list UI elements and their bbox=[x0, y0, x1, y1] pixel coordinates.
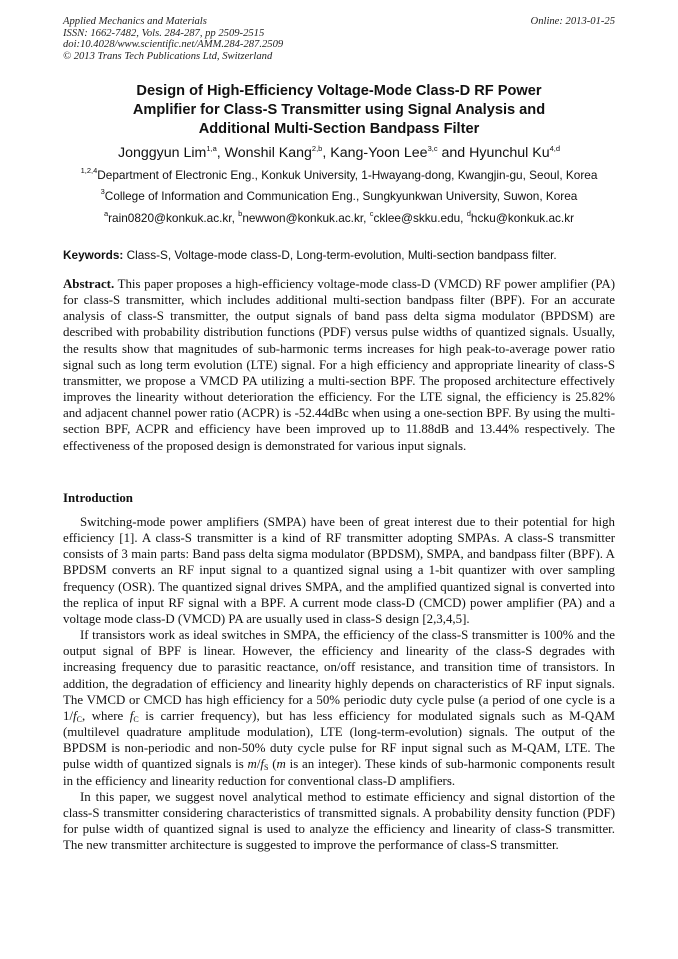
email-marker: d bbox=[466, 209, 471, 218]
abstract bbox=[63, 276, 615, 454]
paragraph: Switching-mode power amplifiers (SMPA) have been of great interest due to their potential for high efficiency [1]. A class-S transmitter is a kind of RF transmitter adopting SMPAs. A class-S transmitter consists of 3 main parts: Band pass delta sigma modulator (BPDSM), SMPA, and bandpass filter (BPF). A BPDSM converts an RF input signal to a quantized signal using a 1-bit quantizer with over sampling frequency (OSR). The quantized signal drives SMPA, and the amplified quantized signal is converted into the replica of input RF signal with a BPF. A current mode class-D (CMCD) power amplifier (PA) and a voltage mode class-D (VMCD) PA are usually used in class-S design [2,3,4,5]. bbox=[63, 515, 615, 626]
affiliation-marker: 1,2,4 bbox=[80, 166, 98, 175]
author-affiliation-marker: 4,d bbox=[549, 144, 561, 153]
introduction-body bbox=[63, 514, 615, 853]
journal-issn: ISSN: 1662-7482, Vols. 284-287, pp 2509-2515 bbox=[63, 27, 265, 39]
journal-copyright: © 2013 Trans Tech Publications Ltd, Switzerland bbox=[63, 50, 273, 62]
title-line: Amplifier for Class-S Transmitter using Signal Analysis and bbox=[132, 102, 546, 118]
journal-header bbox=[63, 16, 283, 62]
author-name: Wonshil Kang bbox=[224, 145, 312, 161]
online-date: Online: 2013-01-25 bbox=[530, 16, 615, 27]
email-marker: a bbox=[103, 209, 109, 218]
author-affiliation-marker: 2,b bbox=[311, 144, 323, 153]
keywords-text: Class-S, Voltage-mode class-D, Long-term-evolution, Multi-section bandpass filter. bbox=[123, 248, 557, 262]
author-emails bbox=[40, 211, 638, 226]
email-marker: b bbox=[238, 209, 243, 218]
author-name: Kang-Yoon Lee bbox=[330, 145, 428, 161]
author-list bbox=[40, 144, 638, 162]
author-affiliation-marker: 1,a bbox=[206, 144, 217, 153]
paragraph: In this paper, we suggest novel analytical method to estimate efficiency and signal distortion of the class-S transmitter considering characteristics of transmitted signals. A probability density function (PDF) for pulse width of quantized signal is used to analyze the efficiency and linearity of class-S transmitter. The new transmitter architecture is suggested to improve the performance of class-S transmitter. bbox=[63, 789, 615, 853]
email-address: rain0820@konkuk.ac.kr, bbox=[108, 211, 239, 225]
section-heading-introduction: Introduction bbox=[63, 491, 133, 505]
paragraph: If transistors work as ideal switches in SMPA, the efficiency of the class-S transmitter is 100% and the output signal of BPF is linear. However, the efficiency and linearity of the class-S degrades with increasing frequency due to parasitic reactance, on/off resistance, and transition time of transistors. In addition, the degradation of efficiency and linearity highly depends on characteristics of RF input signals. The VMCD or CMCD has high efficiency for a 50% periodic duty cycle pulse (a period of one cycle is a $1/f_C$, where $f_C$ is carrier frequency), but has less efficiency for modulated signals such as M-QAM (multilevel quadrature amplitude modulation), LTE (long-term-evolution) signals. The output of the BPDSM is non-periodic and non-50% duty cycle pulse for RF input signal such as M-QAM, LTE. The pulse width of quantized signals is $m/f_S$ (m is an integer). These kinds of sub-harmonic components result in the efficiency and linearity reduction for conventional class-D amplifiers. bbox=[63, 628, 615, 788]
email-address: newwon@konkuk.ac.kr, bbox=[242, 211, 370, 225]
title-line: Additional Multi-Section Bandpass Filter bbox=[198, 121, 480, 137]
abstract-label: Abstract. bbox=[63, 277, 115, 291]
journal-name: Applied Mechanics and Materials bbox=[63, 16, 207, 27]
author-affiliation-marker: 3,c bbox=[427, 144, 438, 153]
affiliation-text: College of Information and Communication Eng., Sungkyunkwan University, Suwon, Korea bbox=[104, 189, 578, 203]
email-address: cklee@skku.edu, bbox=[373, 211, 467, 225]
author-name: Hyunchul Ku bbox=[469, 145, 550, 161]
email-marker: c bbox=[369, 209, 374, 218]
author-separator: , bbox=[322, 145, 331, 161]
affiliation bbox=[40, 189, 638, 204]
author-separator: , bbox=[216, 145, 225, 161]
author-name: Jonggyun Lim bbox=[117, 145, 207, 161]
journal-doi: doi:10.4028/www.scientific.net/AMM.284-287.2509 bbox=[63, 39, 284, 51]
affiliation-text: Department of Electronic Eng., Konkuk University, 1-Hwayang-dong, Kwangjin-gu, Seoul, Korea bbox=[97, 168, 598, 182]
title-line: Design of High-Efficiency Voltage-Mode Class-D RF Power bbox=[136, 83, 542, 99]
affiliation-marker: 3 bbox=[100, 187, 105, 196]
paper-title bbox=[63, 82, 615, 139]
keywords-label: Keywords: bbox=[63, 248, 124, 262]
author-separator: and bbox=[437, 145, 470, 161]
email-address: hcku@konkuk.ac.kr bbox=[470, 211, 575, 225]
affiliation bbox=[40, 168, 638, 183]
abstract-text: This paper proposes a high-efficiency voltage-mode class-D (VMCD) RF power amplifier (PA) for class-S transmitter, which includes additional multi-section bandpass filter (BPF). For an accurate analysis of class-S transmitter, the output signals of band pass delta sigma modulator (BPDSM) are described with probability distribution functions (PDF) versus pulse widths of quantized signals. Usually, the results show that magnitudes of sub-harmonic terms increases for high peak-to-average power ratio signal such as long term evolution (LTE) signal. For a high efficiency and appropriate linearity of class-S transmitter, we propose a VMCD PA utilizing a multi-section BPF. The proposed architecture effectively improves the linearity without deterioration the efficiency. For the LTE signal, the efficiency is 25.82% and adjacent channel power ratio (ACPR) is -52.44dBc when using a one-section BPF. By using the multi-section BPF, ACPR and efficiency have been improved up to 11.88dB and 13.44% respectively. The effectiveness of the proposed design is demonstrated for various input signals. bbox=[63, 277, 615, 453]
keywords bbox=[63, 248, 623, 263]
